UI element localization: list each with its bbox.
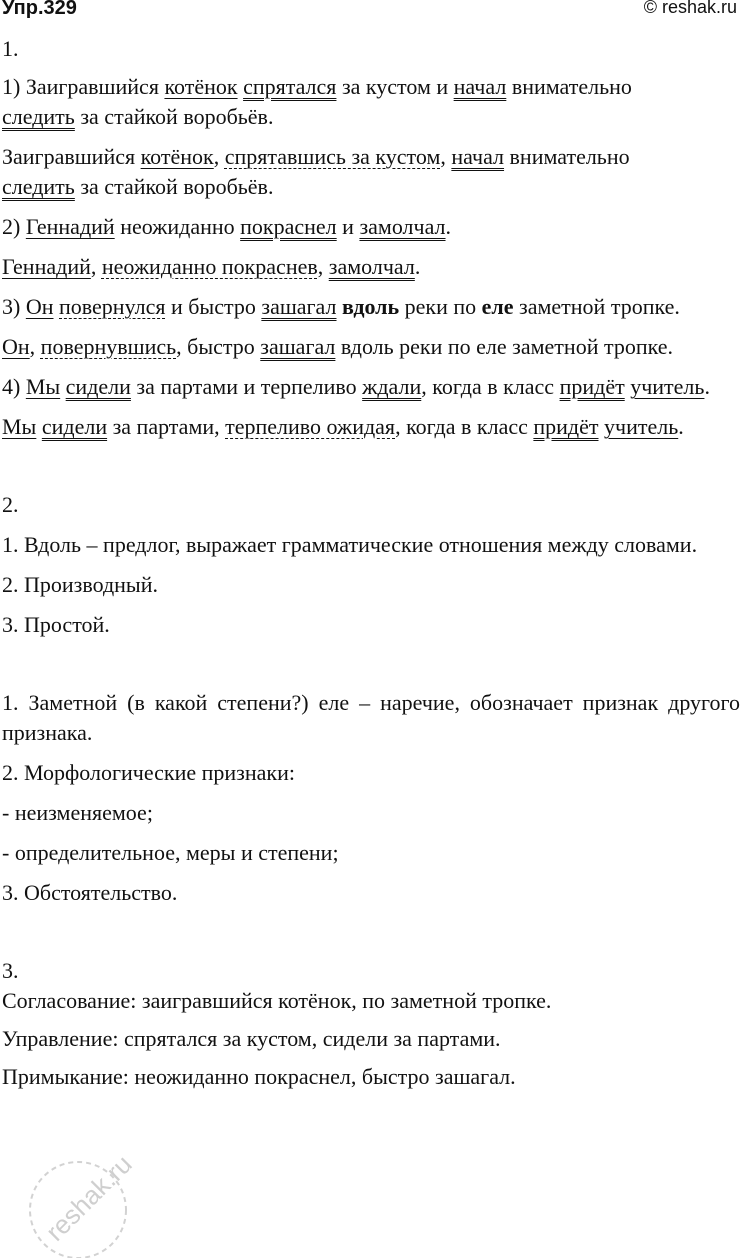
section-number-2: 2.: [2, 492, 19, 517]
predicate: начал: [451, 144, 505, 169]
connection-type-line: Примыкание: неожиданно покраснел, быстро зашагал.: [2, 1064, 516, 1089]
section-number-1: 1.: [2, 36, 19, 61]
predicate: придёт: [533, 414, 599, 439]
predicate-dashed: повернулся: [59, 294, 166, 319]
watermark-seal: [0, 1118, 160, 1258]
analysis-line: - определительное, меры и степени;: [2, 840, 339, 865]
answer-content: [2, 34, 740, 1092]
subject: котёнок: [164, 74, 238, 99]
predicate: спрятался: [243, 74, 337, 99]
subject: Геннадий: [2, 254, 91, 279]
subject: учитель: [630, 374, 705, 399]
predicate: ждали: [362, 374, 422, 399]
bold-word: еле: [481, 294, 514, 319]
sentence-2-original: 2) Геннадий неожиданно покраснел и замолчал.: [2, 214, 452, 239]
subject: учитель: [604, 414, 679, 439]
analysis-line: 3. Простой.: [2, 612, 110, 637]
watermark-ring: [30, 1162, 126, 1258]
site-credit: © reshak.ru: [643, 0, 737, 17]
adverbial: терпеливо ожидая: [225, 414, 396, 439]
watermark-text-mark: reshak.ru: [39, 1148, 138, 1247]
bold-word: вдоль: [342, 294, 400, 319]
analysis-line: 1. Заметной (в какой степени?) еле – наречие, обозначает признак другого признака.: [2, 690, 740, 745]
predicate: зашагал: [261, 294, 337, 319]
subject: Он: [25, 294, 54, 319]
predicate: следить: [2, 174, 75, 199]
sentence-3-original: 3) Он повернулся и быстро зашагал вдоль реки по еле заметной тропке.: [2, 294, 680, 319]
predicate: замолчал: [359, 214, 446, 239]
connection-type-line: Управление: спрятался за кустом, сидели за партами.: [2, 1026, 501, 1051]
predicate: замолчал: [328, 254, 415, 279]
predicate: придёт: [559, 374, 625, 399]
predicate: зашагал: [260, 334, 336, 359]
adverbial: неожиданно покраснев: [101, 254, 318, 279]
subject: котёнок: [140, 144, 214, 169]
predicate: сидели: [41, 414, 108, 439]
sentence-3-rewritten: Он, повернувшись, быстро зашагал вдоль реки по еле заметной тропке.: [2, 334, 674, 359]
analysis-line: 2. Производный.: [2, 572, 158, 597]
adverbial: повернувшись: [40, 334, 177, 359]
analysis-line: 3. Обстоятельство.: [2, 880, 178, 905]
sentence-4-rewritten: Мы сидели за партами, терпеливо ожидая, когда в класс придёт учитель.: [2, 414, 684, 439]
adverbial: спрятавшись за кустом: [224, 144, 441, 169]
exercise-title: Упр.329: [2, 0, 77, 19]
sentence-1-original: 1) Заигравшийся котёнок спрятался за кустом и начал внимательно следить за стайкой воробьёв.: [2, 74, 632, 129]
predicate: сидели: [65, 374, 131, 399]
sentence-1-rewritten: Заигравшийся котёнок, спрятавшись за кустом, начал внимательно следить за стайкой воробьёв.: [2, 144, 630, 199]
sentence-4-original: 4) Мы сидели за партами и терпеливо ждали, когда в класс придёт учитель.: [2, 374, 710, 399]
subject: Геннадий: [25, 214, 115, 239]
subject: Он: [2, 334, 30, 359]
predicate: следить: [2, 104, 75, 129]
analysis-line: 2. Морфологические признаки:: [2, 760, 295, 785]
subject: Мы: [2, 414, 37, 439]
connection-type-line: Согласование: заигравшийся котёнок, по заметной тропке.: [2, 988, 552, 1013]
page-header: [2, 0, 737, 30]
predicate: начал: [453, 74, 507, 99]
section-number-3: 3.: [2, 958, 19, 983]
analysis-line: - неизменяемое;: [2, 800, 153, 825]
sentence-2-rewritten: Геннадий, неожиданно покраснев, замолчал.: [2, 254, 421, 279]
predicate: покраснел: [240, 214, 337, 239]
analysis-line: 1. Вдоль – предлог, выражает грамматические отношения между словами.: [2, 532, 698, 557]
subject: Мы: [25, 374, 61, 399]
